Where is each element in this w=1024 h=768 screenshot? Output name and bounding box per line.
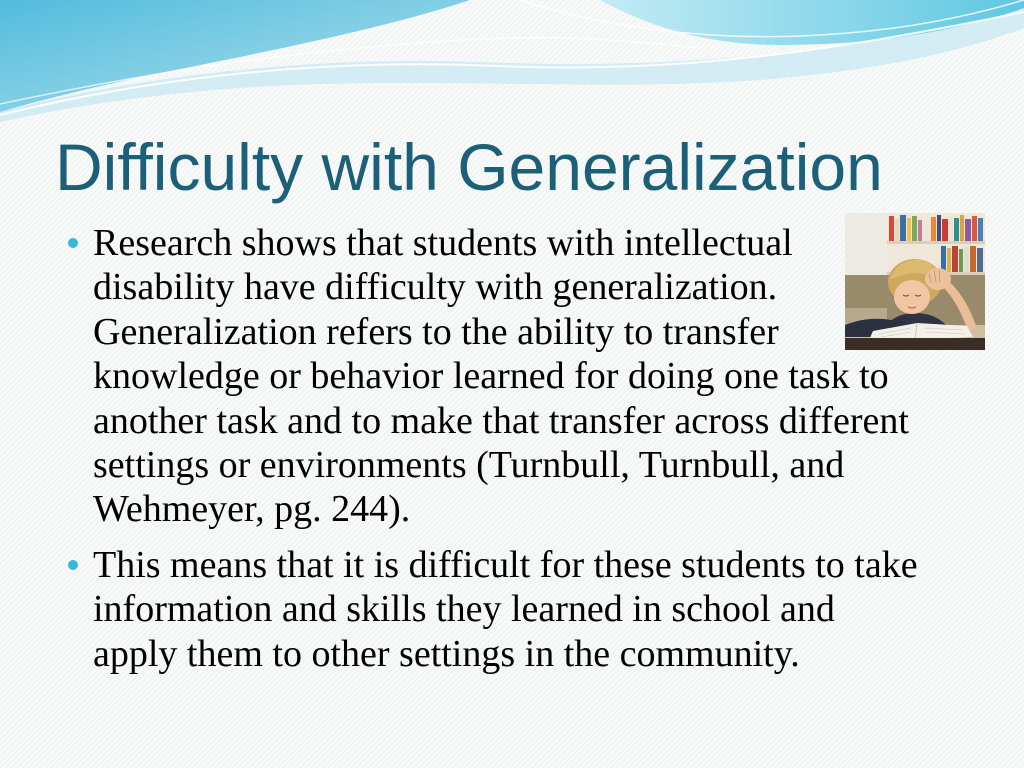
slide-title: Difficulty with Generalization [55, 130, 883, 204]
bullet-dot-icon [68, 238, 78, 248]
bullet-text-line: Generalization refers to the ability to transfer [93, 310, 779, 353]
bullet-item [0, 221, 1000, 532]
bullet-text-line: Research shows that students with intellectual [93, 222, 793, 264]
bullet-text-line: knowledge or behavior learned for doing one task to [93, 355, 889, 398]
bullet-text-line: settings or environments (Turnbull, Turnbull, and [93, 444, 845, 487]
bullet-text-line: another task and to make that transfer across different [93, 399, 909, 442]
bullet-text-line: apply them to other settings in the community. [93, 632, 800, 675]
bullet-text-line: information and skills they learned in school and [93, 588, 835, 631]
bullet-text-line: This means that it is difficult for these students to take [93, 544, 918, 586]
header-wave-decoration [0, 0, 1024, 130]
bullet-dot-icon [68, 560, 78, 570]
bullet-item [0, 543, 1000, 676]
bullet-text-line: disability have difficulty with generalization. [93, 266, 778, 309]
bullet-text-line: Wehmeyer, pg. 244). [93, 488, 411, 531]
